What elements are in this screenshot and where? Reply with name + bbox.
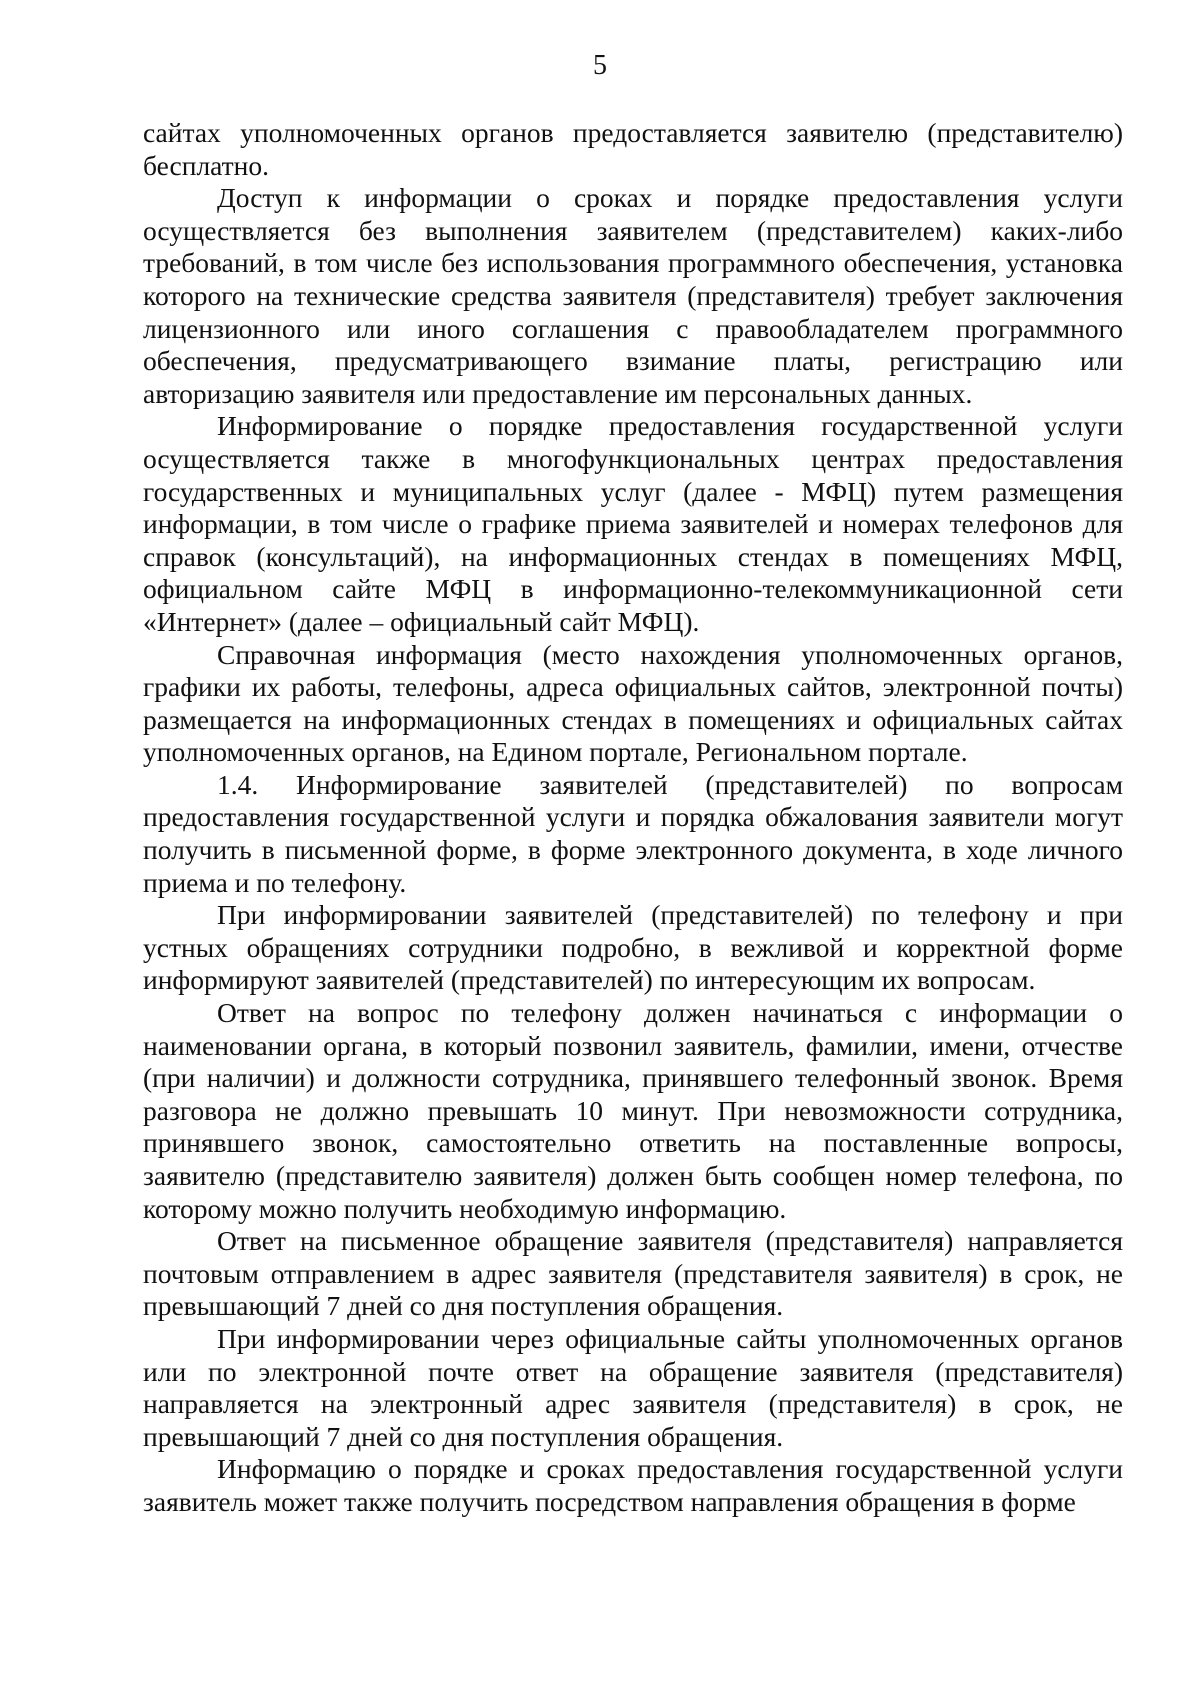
paragraph-phone-info: При информировании заявителей (представителей) по телефону и при устных обращениях сотрудники подробно, в вежливой и корректной форме информируют заявителей (представителей) по интересующим их вопросам. [143,899,1123,996]
paragraph-section-1-4: 1.4. Информирование заявителей (представителей) по вопросам предоставления государственной услуги и порядка обжалования заявители могут получить в письменной форме, в форме электронного документа, в ходе личного приема и по телефону. [143,768,1123,898]
paragraph-phone-answer: Ответ на вопрос по телефону должен начинаться с информации о наименовании органа, в который позвонил заявитель, фамилии, имени, отчестве (при наличии) и должности сотрудника, принявшего телефонный звонок. Время разговора не должно превышать 10 минут. При невозможности сотрудника, принявшего звонок, самостоятельно ответить на поставленные вопросы, заявителю (представителю заявителя) должен быть сообщен номер телефона, по которому можно получить необходимую информацию. [143,997,1123,1224]
paragraph-reference-info: Справочная информация (место нахождения уполномоченных органов, графики их работы, телефоны, адреса официальных сайтов, электронной почты) размещается на информационных стендах в помещениях и официальных сайтах уполномоченных органов, на Едином портале, Региональном портале. [143,638,1123,768]
paragraph-mfc-info: Информирование о порядке предоставления государственной услуги осуществляется также в многофункциональных центрах предоставления государственных и муниципальных услуг (далее - МФЦ) путем размещения информации, в том числе о графике приема заявителей и номерах телефонов для справок (консультаций), на информационных стендах в помещениях МФЦ, официальном сайте МФЦ в информационно-телекоммуникационной сети «Интернет» (далее – официальный сайт МФЦ). [143,410,1123,637]
paragraph-email-answer: При информировании через официальные сайты уполномоченных органов или по электронной почте ответ на обращение заявителя (представителя) направляется на электронный адрес заявителя (представителя) в срок, не превышающий 7 дней со дня поступления обращения. [143,1322,1123,1452]
paragraph-written-answer: Ответ на письменное обращение заявителя (представителя) направляется почтовым отправлением в адрес заявителя (представителя заявителя) в срок, не превышающий 7 дней со дня поступления обращения. [143,1225,1123,1322]
page-number: 5 [593,50,607,81]
paragraph-final-partial: Информацию о порядке и сроках предоставления государственной услуги заявитель может также получить посредством направления обращения в форме [143,1453,1123,1517]
document-body [143,117,1123,1519]
paragraph-access-info: Доступ к информации о сроках и порядке предоставления услуги осуществляется без выполнения заявителем (представителем) каких-либо требований, в том числе без использования программного обеспечения, установка которого на технические средства заявителя (представителя) требует заключения лицензионного или иного соглашения с правообладателем программного обеспечения, предусматривающего взимание платы, регистрацию или авторизацию заявителя или предоставление им персональных данных. [143,182,1123,409]
paragraph-continuation: сайтах уполномоченных органов предоставляется заявителю (представителю) бесплатно. [143,117,1123,181]
